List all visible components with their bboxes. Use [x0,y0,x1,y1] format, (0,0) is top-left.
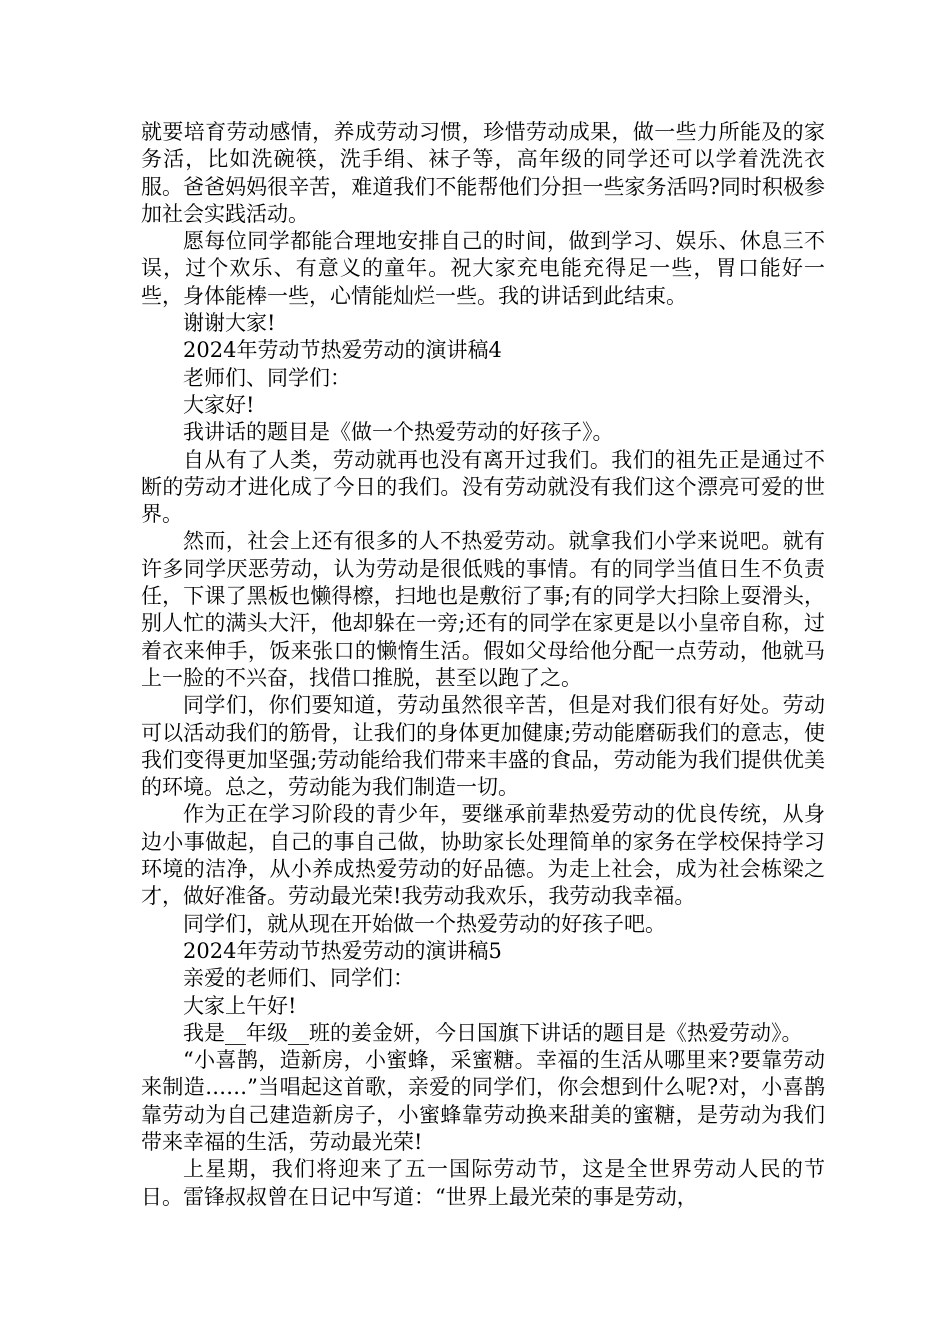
document-page [141,119,825,1211]
paragraph-2: 愿每位同学都能合理地安排自己的时间，做到学习、娱乐、休息三不误，过个欢乐、有意义的童年。祝大家充电能充得足一些，胃口能好一些，身体能棒一些，心情能灿烂一些。我的讲话到此结束。 [141,229,825,308]
speech-4-greeting: 大家好! [183,392,255,417]
speech-4-paragraph-2: 然而，社会上还有很多的人不热爱劳动。就拿我们小学来说吧。就有许多同学厌恶劳动，认为劳动是很低贱的事情。有的同学当值日生不负责任，下课了黑板也懒得檫，扫地也是敷衍了事;有的同学大扫除上耍滑头，别人忙的满头大汗，他却躲在一旁;还有的同学在家更是以小皇帝自称，过着衣来伸手，饭来张口的懒惰生活。假如父母给他分配一点劳动，他就马上一脸的不兴奋，找借口推脱，甚至以跑了之。 [141,529,825,690]
speech-4-paragraph-3: 同学们，你们要知道，劳动虽然很辛苦，但是对我们很有好处。劳动可以活动我们的筋骨，让我们的身体更加健康;劳动能磨砺我们的意志，使我们变得更加坚强;劳动能给我们带来丰盛的食品，劳动能为我们提供优美的环境。总之，劳动能为我们制造一切。 [141,693,825,800]
speech-4-paragraph-1: 自从有了人类，劳动就再也没有离开过我们。我们的祖先正是通过不断的劳动才进化成了今日的我们。没有劳动就没有我们这个漂亮可爱的世界。 [141,447,825,527]
speech-5-greeting: 大家上午好! [183,993,297,1018]
speech-4-title: 2024年劳动节热爱劳动的演讲稿4 [183,338,502,363]
speech-5-salutation: 亲爱的老师们、同学们： [183,966,414,991]
speech-5-topic: 我是__年级__班的姜金妍，今日国旗下讲话的题目是《热爱劳动》。 [183,1020,803,1045]
speech-5-paragraph-1: “小喜鹊，造新房，小蜜蜂，采蜜糖。幸福的生活从哪里来?要靠劳动来制造……”当唱起这首歌，亲爱的同学们，你会想到什么呢?对，小喜鹊靠劳动为自己建造新房子，小蜜蜂靠劳动换来甜美的蜜糖，是劳动为我们带来幸福的生活，劳动最光荣! [141,1048,825,1154]
speech-4-salutation: 老师们、同学们： [183,365,351,390]
speech-5-title: 2024年劳动节热爱劳动的演讲稿5 [183,938,502,963]
paragraph-1: 就要培育劳动感情，养成劳动习惯，珍惜劳动成果，做一些力所能及的家务活，比如洗碗筷，洗手绢、袜子等，高年级的同学还可以学着洗洗衣服。爸爸妈妈很辛苦，难道我们不能帮他们分担一些家务活吗?同时积极参加社会实践活动。 [141,120,825,226]
speech-4-paragraph-4: 作为正在学习阶段的青少年，要继承前辈热爱劳动的优良传统，从身边小事做起，自己的事自己做，协助家长处理简单的家务在学校保持学习环境的洁净，从小养成热爱劳动的好品德。为走上社会，成为社会栋梁之才，做好准备。劳动最光荣!我劳动我欢乐，我劳动我幸福。 [141,802,825,909]
speech-4-closing: 同学们，就从现在开始做一个热爱劳动的好孩子吧。 [183,911,666,936]
closing-thanks: 谢谢大家! [183,311,276,336]
speech-5-paragraph-2: 上星期，我们将迎来了五一国际劳动节，这是全世界劳动人民的节日。雷锋叔叔曾在日记中写道：“世界上最光荣的事是劳动， [141,1157,825,1209]
speech-4-topic: 我讲话的题目是《做一个热爱劳动的好孩子》。 [183,420,614,445]
